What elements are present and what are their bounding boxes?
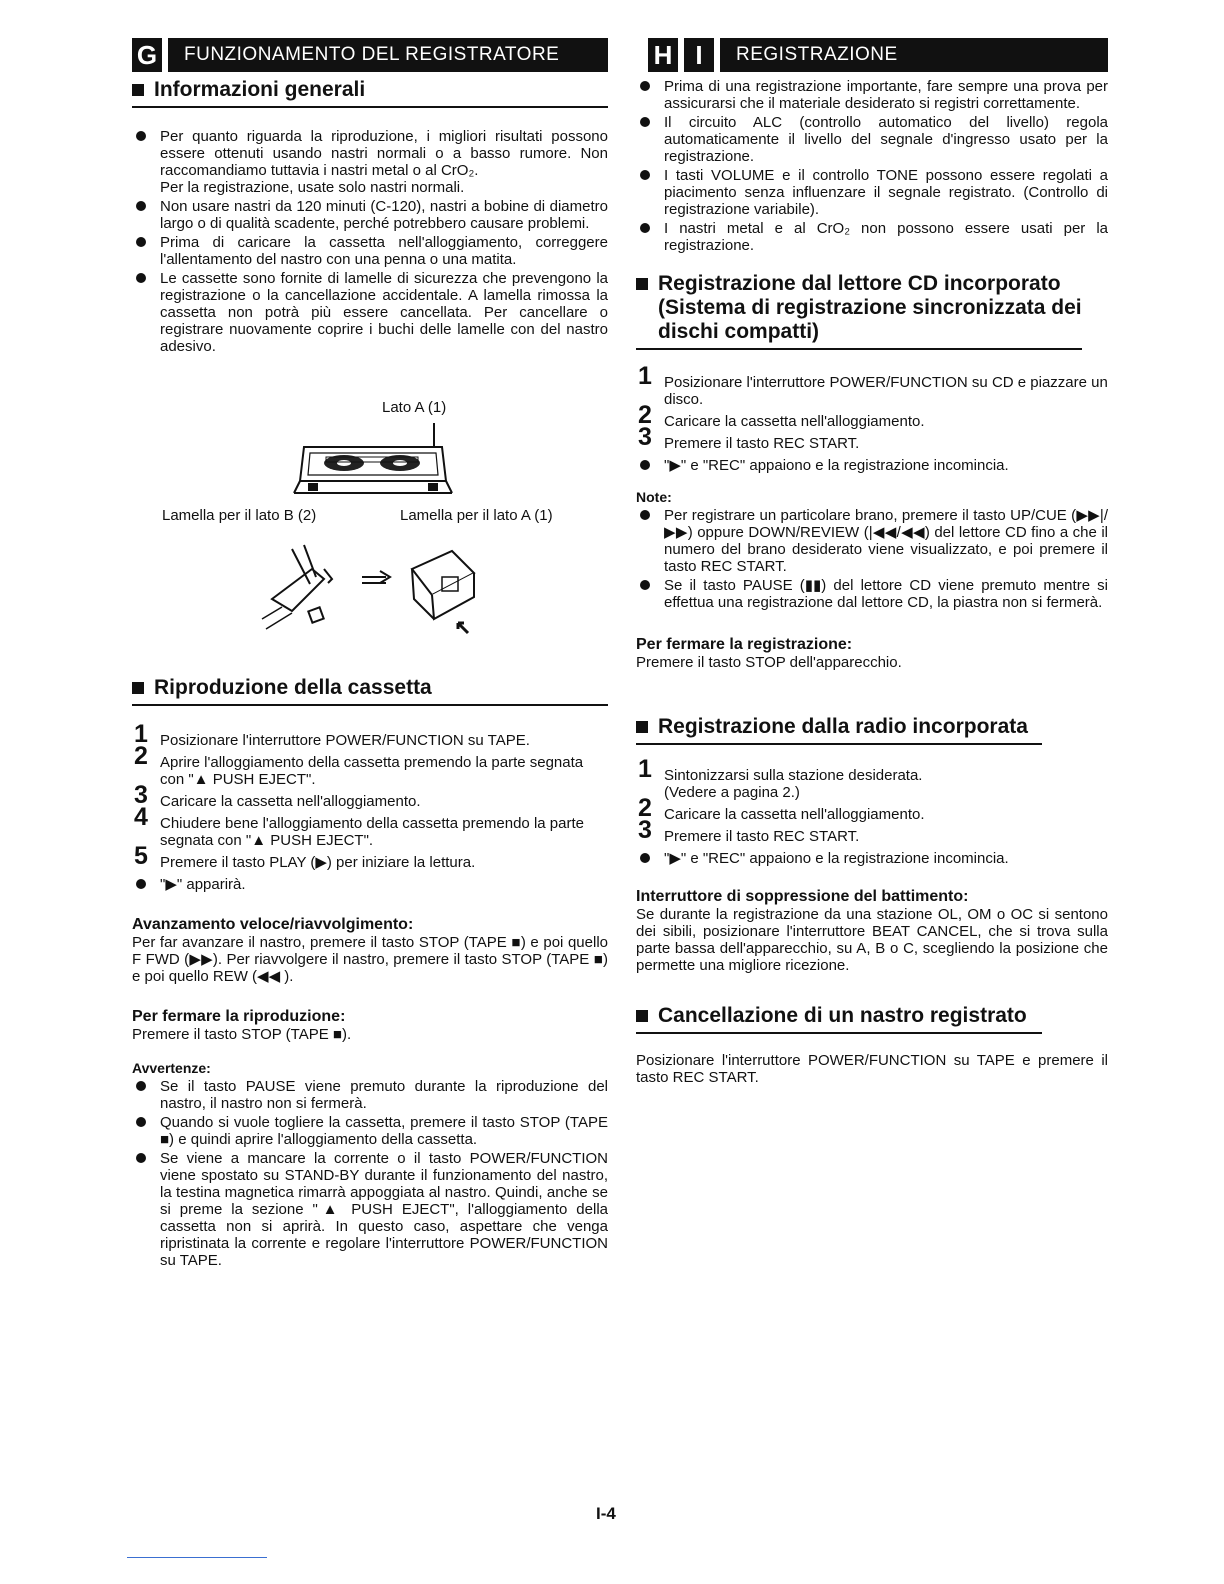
bullet-dot-icon <box>640 580 650 590</box>
step-item: 4 Chiudere bene l'alloggiamento della cassetta premendo la parte segnata con "▲ PUSH EJECT". <box>134 803 584 849</box>
left-column <box>132 38 608 1271</box>
cassette-figure <box>132 391 608 676</box>
beat-cancel-text: Se durante la registrazione da una stazione OL, OM o OC si sentono dei sibili, posizionare l'interruttore BEAT CANCEL, che si trova sulla parte bassa dell'apparecchio, su A, B o C, scegliendo la posizione che permette una migliore ricezione. <box>636 906 1108 974</box>
list-item: Per registrare un particolare brano, premere il tasto UP/CUE (▶▶|/▶▶) oppure DOWN/REVIEW (|◀◀/◀◀) del lettore CD fino a che il numero del brano desiderato viene visualizzato, e poi premere il tasto REC START. <box>636 507 1108 575</box>
banner-title: REGISTRAZIONE <box>720 38 1108 72</box>
erase-tape-text: Posizionare l'interruttore POWER/FUNCTION su TAPE e premere il tasto REC START. <box>636 1052 1108 1086</box>
playback-heading: Riproduzione della cassetta <box>132 676 608 706</box>
step-item: 3 Premere il tasto REC START. <box>638 423 860 452</box>
bullet-dot-icon <box>136 131 146 141</box>
radio-recording-heading: Registrazione dalla radio incorporata <box>636 715 1042 745</box>
tab-removal-illustration-icon <box>252 539 502 639</box>
bullet-dot-icon <box>136 201 146 211</box>
banner-letter-i: I <box>684 38 714 72</box>
erase-tape-heading: Cancellazione di un nastro registrato <box>636 1004 1042 1034</box>
bullet-dot-icon <box>136 1117 146 1127</box>
list-item: Prima di una registrazione importante, fare sempre una prova per assicurarsi che il materiale desiderato si registri correttamente. <box>636 78 1108 112</box>
radio-recording-steps <box>636 755 1108 845</box>
cd-recording-result <box>636 457 1108 474</box>
step-item: 1 Sintonizzarsi sulla stazione desiderata. (Vedere a pagina 2.) <box>638 755 923 801</box>
square-bullet-icon <box>636 721 648 733</box>
playback-result <box>132 876 608 893</box>
cd-recording-heading: Registrazione dal lettore CD incorporato (Sistema di registrazione sincronizzata dei dischi compatti) <box>636 272 1082 350</box>
list-item: "▶" e "REC" appaiono e la registrazione incomincia. <box>636 457 1108 474</box>
ffwd-rewind-title: Avanzamento veloce/riavvolgimento: <box>132 916 414 933</box>
list-item: I tasti VOLUME e il controllo TONE possono essere regolati a piacimento senza influenzare il segnale registrato. (Controllo di registrazione variabile). <box>636 167 1108 218</box>
square-bullet-icon <box>132 84 144 96</box>
bullet-dot-icon <box>640 170 650 180</box>
list-item: "▶" e "REC" appaiono e la registrazione incomincia. <box>636 850 1108 867</box>
stop-playback-title: Per fermare la riproduzione: <box>132 1008 346 1025</box>
square-bullet-icon <box>636 278 648 290</box>
stop-recording-title: Per fermare la registrazione: <box>636 636 853 653</box>
bullet-dot-icon <box>640 510 650 520</box>
list-item: Prima di caricare la cassetta nell'alloggiamento, correggere l'allentamento del nastro con una penna o una matita. <box>132 234 608 268</box>
general-info-heading: Informazioni generali <box>132 78 608 108</box>
banner-letter: G <box>132 38 162 72</box>
list-item: Se il tasto PAUSE (▮▮) del lettore CD viene premuto mentre si effettua una registrazione dal lettore CD, la piastra non si fermerà. <box>636 577 1108 611</box>
cassette-tab-diagram-icon <box>282 421 462 501</box>
list-item: "▶" apparirà. <box>132 876 608 893</box>
bullet-dot-icon <box>640 460 650 470</box>
bullet-dot-icon <box>136 1081 146 1091</box>
bullet-dot-icon <box>136 879 146 889</box>
notes-title: Note: <box>636 489 672 505</box>
notes-list <box>636 507 1108 611</box>
list-item: Il circuito ALC (controllo automatico del livello) regola automaticamente il livello del segnale d'ingresso usato per la registrazione. <box>636 114 1108 165</box>
general-info-list <box>132 128 608 355</box>
playback-steps <box>132 720 608 871</box>
bullet-dot-icon <box>640 81 650 91</box>
page-number: I-4 <box>596 1504 616 1523</box>
stop-recording-text: Premere il tasto STOP dell'apparecchio. <box>636 654 902 671</box>
step-item: 2 Caricare la cassetta nell'alloggiamento. <box>638 401 925 430</box>
section-banner-h <box>648 38 1108 72</box>
step-item: 1 Posizionare l'interruttore POWER/FUNCTION su TAPE. <box>134 720 530 749</box>
list-item: Per quanto riguarda la riproduzione, i migliori risultati possono essere ottenuti usando nastri normali o a basso rumore. Non raccomandiamo tuttavia i nastri metal o al CrO₂. Per la registrazione, usate solo nastri normali. <box>132 128 608 196</box>
warnings-list <box>132 1078 608 1269</box>
recording-intro-list <box>636 78 1108 254</box>
footer-rule <box>127 1557 267 1558</box>
label-side-a: Lato A (1) <box>382 399 447 416</box>
list-item: Quando si vuole togliere la cassetta, premere il tasto STOP (TAPE ■) e quindi aprire l'alloggiamento della cassetta. <box>132 1114 608 1148</box>
stop-playback-text: Premere il tasto STOP (TAPE ■). <box>132 1026 352 1043</box>
step-item: 1 Posizionare l'interruttore POWER/FUNCTION su CD e piazzare un disco. <box>638 362 1108 408</box>
bullet-dot-icon <box>136 1153 146 1163</box>
square-bullet-icon <box>132 682 144 694</box>
beat-cancel-title: Interruttore di soppressione del battimento: <box>636 888 969 905</box>
step-item: 5 Premere il tasto PLAY (▶) per iniziare la lettura. <box>134 842 476 871</box>
bullet-dot-icon <box>640 853 650 863</box>
warnings-title: Avvertenze: <box>132 1060 211 1076</box>
banner-letter-h: H <box>648 38 678 72</box>
list-item: Se il tasto PAUSE viene premuto durante la riproduzione del nastro, il nastro non si fermerà. <box>132 1078 608 1112</box>
section-banner-g <box>132 38 608 72</box>
step-item: 3 Premere il tasto REC START. <box>638 816 860 845</box>
square-bullet-icon <box>636 1010 648 1022</box>
banner-title: FUNZIONAMENTO DEL REGISTRATORE <box>168 38 608 72</box>
label-tab-b: Lamella per il lato B (2) <box>162 507 317 524</box>
bullet-dot-icon <box>640 223 650 233</box>
bullet-dot-icon <box>640 117 650 127</box>
cd-recording-steps <box>636 362 1108 452</box>
right-column <box>636 38 1108 1086</box>
radio-recording-result <box>636 850 1108 867</box>
label-tab-a: Lamella per il lato A (1) <box>400 507 553 524</box>
step-item: 3 Caricare la cassetta nell'alloggiamento. <box>134 781 421 810</box>
bullet-dot-icon <box>136 273 146 283</box>
step-item: 2 Aprire l'alloggiamento della cassetta premendo la parte segnata con "▲ PUSH EJECT". <box>134 742 584 788</box>
list-item: Se viene a mancare la corrente o il tasto POWER/FUNCTION viene spostato su STAND-BY durante il funzionamento del nastro, la testina magnetica rimarrà appoggiata al nastro. Quindi, anche se si preme la sezione "▲ PUSH EJECT", l'alloggiamento della cassetta non si aprirà. In questo caso, aspettare che venga ripristinata la corrente e regolare l'interruttore POWER/FUNCTION su TAPE. <box>132 1150 608 1269</box>
step-item: 2 Caricare la cassetta nell'alloggiamento. <box>638 794 925 823</box>
bullet-dot-icon <box>136 237 146 247</box>
list-item: I nastri metal e al CrO₂ non possono essere usati per la registrazione. <box>636 220 1108 254</box>
list-item: Le cassette sono fornite di lamelle di sicurezza che prevengono la registrazione o la cancellazione accidentale. A lamella rimossa la cassetta non potrà più essere cancellata. Per cancellare o registrare nuovamente coprire i buchi delle lamelle con del nastro adesivo. <box>132 270 608 355</box>
ffwd-rewind-text: Per far avanzare il nastro, premere il tasto STOP (TAPE ■) e poi quello F FWD (▶▶). Per riavvolgere il nastro, premere il tasto STOP (TAPE ■) e poi quello REW (◀◀ ). <box>132 934 608 985</box>
list-item: Non usare nastri da 120 minuti (C-120), nastri a bobine di diametro largo o di qualità scadente, perché potrebbero causare problemi. <box>132 198 608 232</box>
